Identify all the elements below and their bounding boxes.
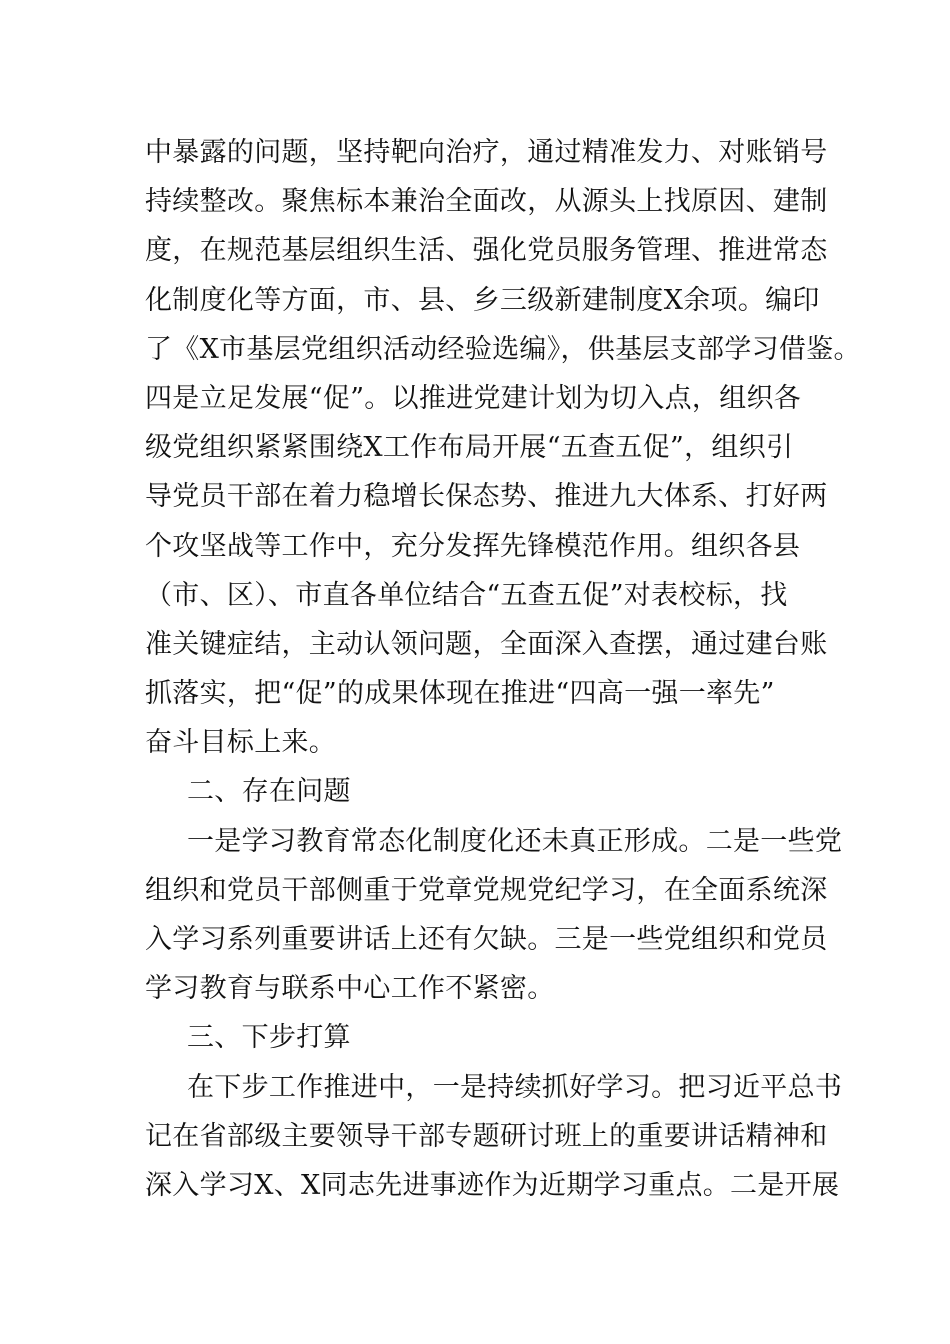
text-line: 抓落实，把“促”的成果体现在推进“四高一强一率先” [145,678,775,710]
text-line: 了《X市基层党组织活动经验选编》，供基层支部学习借鉴。 [145,333,861,365]
text-line: 持续整改。聚焦标本兼治全面改，从源头上找原因、建制 [145,186,828,218]
document-body [145,128,861,1210]
text-line: 入学习系列重要讲话上还有欠缺。三是一些党组织和党员 [145,924,828,955]
text-line: 中暴露的问题，坚持靶向治疗，通过精准发力、对账销号 [145,137,828,168]
text-line: 深入学习X、X同志先进事迹作为近期学习重点。二是开展 [145,1169,840,1201]
text-line: 导党员干部在着力稳增长保态势、推进九大体系、打好两 [145,481,828,513]
text-line: 奋斗目标上来。 [145,727,337,759]
text-line: （市、区）、市直各单位结合“五查五促”对表校标，找 [145,579,788,611]
text-line: 在下步工作推进中，一是持续抓好学习。把习近平总书 [187,1071,843,1103]
text-line: 一是学习教育常态化制度化还未真正形成。二是一些党 [187,825,843,857]
text-line: 组织和党员干部侧重于党章党规党纪学习，在全面系统深 [145,874,828,906]
text-line: 级党组织紧紧围绕X工作布局开展“五查五促”，组织引 [145,432,794,464]
text-line: 个攻坚战等工作中，充分发挥先锋模范作用。组织各县 [145,530,801,562]
text-line: 准关键症结，主动认领问题，全面深入查摆，通过建台账 [145,628,828,660]
text-line: 记在省部级主要领导干部专题研讨班上的重要讲话精神和 [145,1120,828,1152]
text-line: 化制度化等方面，市、县、乡三级新建制度X余项。编印 [145,284,820,316]
text-line: 四是立足发展“促”。以推进党建计划为切入点，组织各 [145,382,802,414]
section-heading: 二、存在问题 [187,776,351,808]
text-line: 学习教育与联系中心工作不紧密。 [145,973,555,1005]
section-heading: 三、下步打算 [187,1022,351,1054]
text-line: 度，在规范基层组织生活、强化党员服务管理、推进常态 [145,235,828,267]
